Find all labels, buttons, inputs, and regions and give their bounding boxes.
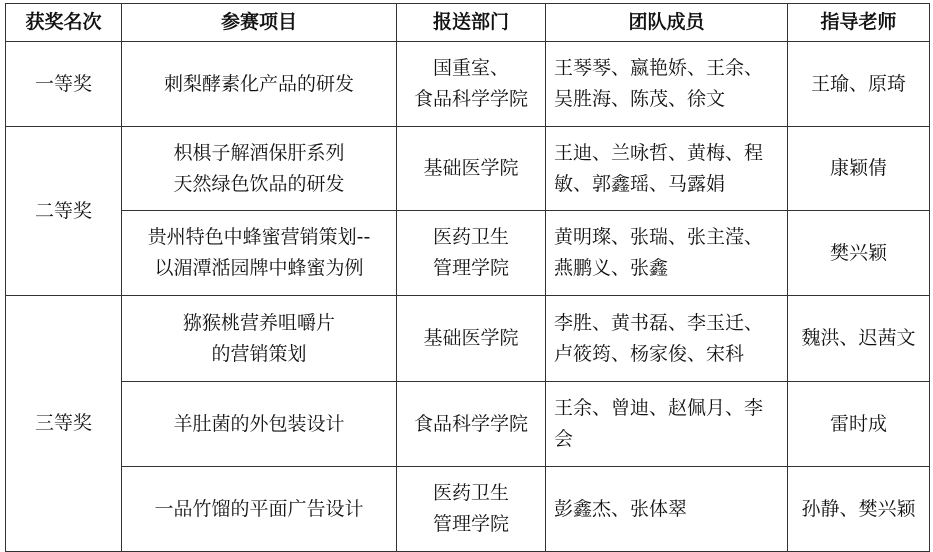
project-line: 一品竹馏的平面广告设计 <box>154 497 364 520</box>
project-cell <box>122 211 397 296</box>
table-row <box>6 211 930 296</box>
table-row <box>6 467 930 552</box>
advisor-cell: 樊兴颖 <box>788 211 930 296</box>
members-line: 黄明璨、张瑞、张主滢、 <box>554 226 764 248</box>
rank-cell-third: 三等奖 <box>6 296 122 552</box>
members-line: 卢筱筠、杨家俊、宋科 <box>554 342 745 365</box>
members-cell <box>546 127 788 211</box>
header-project: 参赛项目 <box>122 4 397 42</box>
project-line: 羊肚菌的外包装设计 <box>173 412 345 435</box>
members-line: 敏、郭鑫瑶、马露娟 <box>554 172 726 195</box>
project-cell <box>122 296 397 382</box>
header-rank: 获奖名次 <box>6 4 122 42</box>
advisor-cell: 孙静、樊兴颖 <box>788 467 930 552</box>
project-cell <box>122 382 397 467</box>
department-line: 医药卫生 <box>432 226 509 248</box>
members-cell <box>546 42 788 127</box>
project-cell <box>122 467 397 552</box>
advisor-cell: 康颖倩 <box>788 127 930 211</box>
advisor-cell: 魏洪、迟茜文 <box>788 296 930 382</box>
project-line: 猕猴桃营养咀嚼片 <box>182 311 335 334</box>
department-cell <box>397 42 546 127</box>
department-cell <box>397 382 546 467</box>
advisor-cell: 王瑜、原琦 <box>788 42 930 127</box>
project-cell <box>122 42 397 127</box>
department-line: 管理学院 <box>432 257 509 279</box>
members-line: 王迪、兰咏哲、黄梅、程 <box>554 141 764 164</box>
header-members: 团队成员 <box>546 4 788 42</box>
advisor-cell: 雷时成 <box>788 382 930 467</box>
project-line: 以湄潭湉园牌中蜂蜜为例 <box>154 257 364 279</box>
members-cell <box>546 467 788 552</box>
table-row <box>6 382 930 467</box>
members-line: 吴胜海、陈茂、徐文 <box>554 88 726 110</box>
table-row <box>6 296 930 382</box>
members-line: 李胜、黄书磊、李玉迁、 <box>554 311 764 334</box>
department-line: 管理学院 <box>432 513 509 535</box>
department-cell <box>397 467 546 552</box>
members-line: 彭鑫杰、张体翠 <box>554 497 688 520</box>
rank-cell-first: 一等奖 <box>6 42 122 127</box>
department-cell <box>397 211 546 296</box>
project-line: 的营销策划 <box>211 342 307 365</box>
awards-table <box>5 3 930 552</box>
members-line: 王余、曾迪、赵佩月、李 <box>554 397 764 419</box>
department-line: 国重室、 <box>432 57 509 79</box>
header-row <box>6 4 930 42</box>
department-line: 基础医学院 <box>423 327 519 349</box>
project-line: 枳椇子解酒保肝系列 <box>173 141 345 164</box>
department-cell <box>397 127 546 211</box>
members-line: 王琴琴、嬴艳娇、王余、 <box>554 57 764 79</box>
members-cell <box>546 211 788 296</box>
header-advisor: 指导老师 <box>788 4 930 42</box>
department-line: 基础医学院 <box>423 157 519 179</box>
members-cell <box>546 382 788 467</box>
table-row <box>6 127 930 211</box>
rank-cell-second: 二等奖 <box>6 127 122 296</box>
header-department: 报送部门 <box>397 4 546 42</box>
project-cell <box>122 127 397 211</box>
members-cell <box>546 296 788 382</box>
department-line: 食品科学学院 <box>413 88 528 110</box>
table-row <box>6 42 930 127</box>
department-line: 食品科学学院 <box>413 412 528 435</box>
members-line: 会 <box>554 428 574 450</box>
department-cell <box>397 296 546 382</box>
project-line: 天然绿色饮品的研发 <box>173 172 345 195</box>
department-line: 医药卫生 <box>432 482 509 504</box>
project-line: 刺梨酵素化产品的研发 <box>163 72 354 95</box>
members-line: 燕鹏义、张鑫 <box>554 257 669 279</box>
project-line: 贵州特色中蜂蜜营销策划-- <box>147 226 371 248</box>
